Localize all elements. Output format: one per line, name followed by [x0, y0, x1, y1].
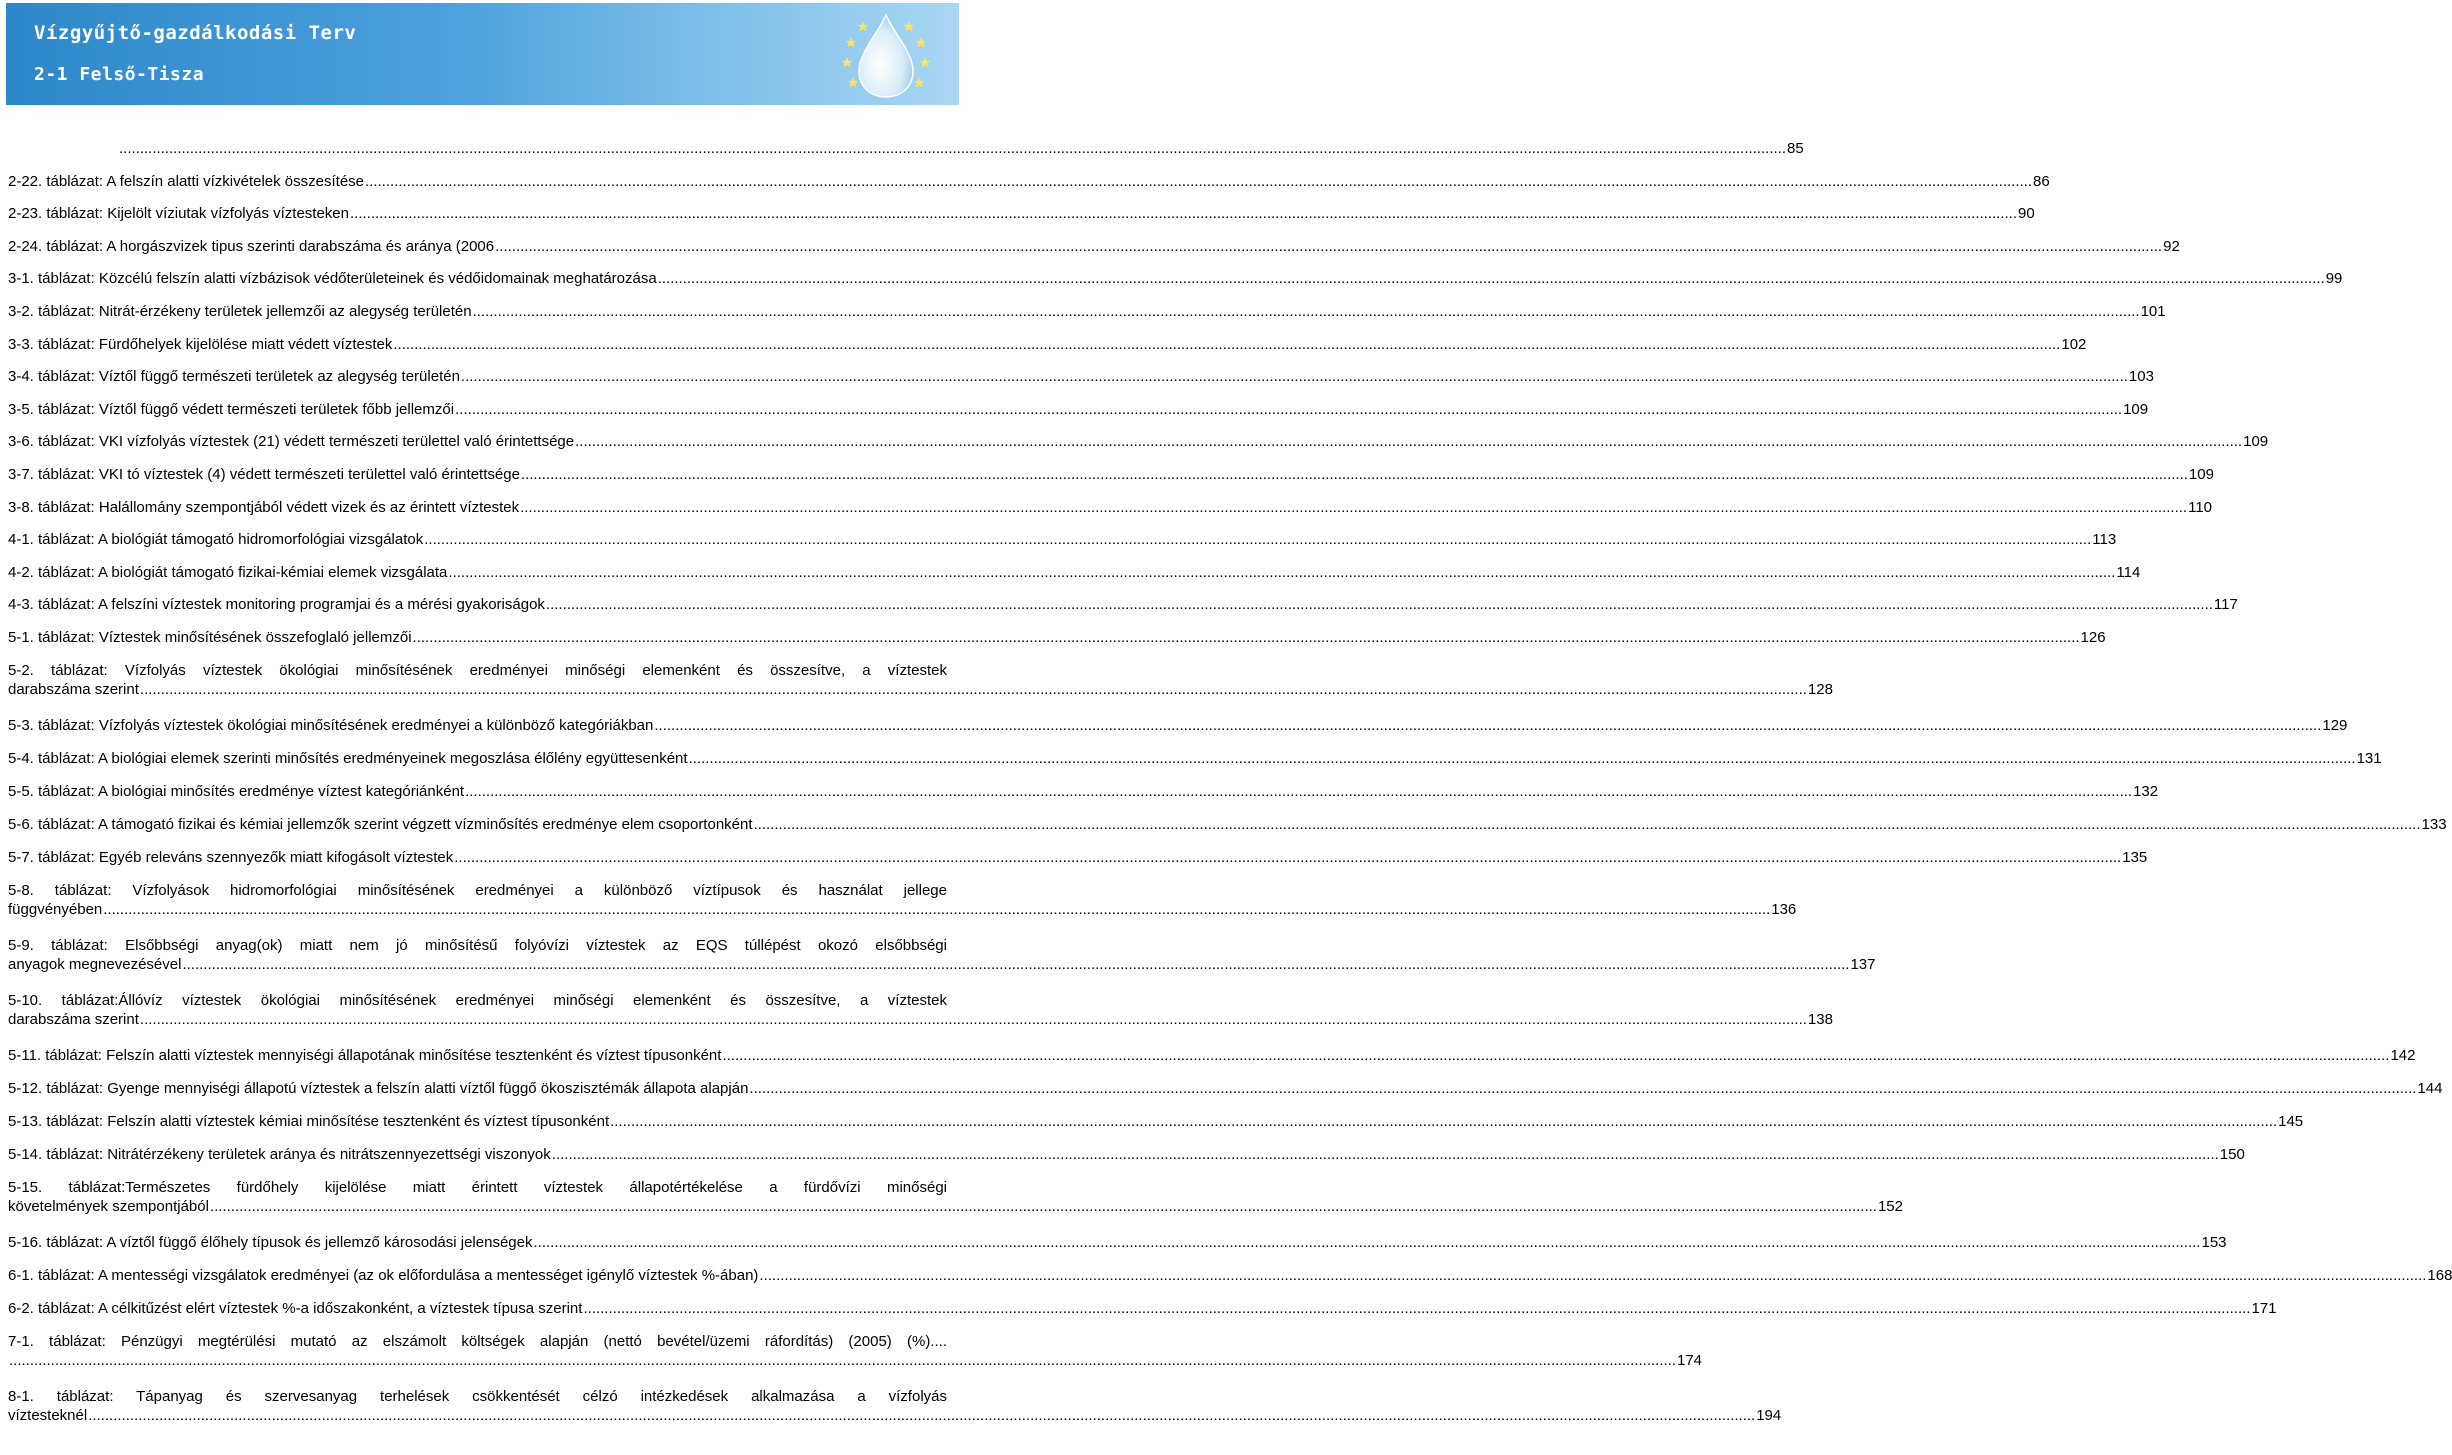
toc-entry[interactable]	[8, 1079, 2443, 1098]
dot-leader: ................................................................................................................................................................................................................................................................................................................................................................................................................	[472, 303, 2140, 320]
toc-entry-text: 5-11. táblázat: Felszín alatti víztestek mennyiségi állapotának minősítése tesztenként és víztest típusonként	[8, 1047, 722, 1064]
toc-entry[interactable]	[8, 367, 2154, 386]
toc-entry-text: 4-3. táblázat: A felszíni víztestek monitoring programjai és a mérési gyakoriságok	[8, 596, 545, 614]
toc-entry-text: 2-24. táblázat: A horgászvizek tipus szerinti darabszáma és aránya (2006	[8, 237, 495, 255]
toc-entry[interactable]	[8, 1046, 2416, 1065]
dot-leader: ................................................................................................................................................................................................................................................................................................................................................................................................................	[520, 466, 2188, 483]
dot-leader: ................................................................................................................................................................................................................................................................................................................................................................................................................	[583, 1300, 2251, 1317]
toc-page-number: 135	[2122, 849, 2148, 866]
dot-leader: ................................................................................................................................................................................................................................................................................................................................................................................................................	[533, 1234, 2201, 1251]
toc-entry-text: 5-5. táblázat: A biológiai minősítés eredménye víztest kategóriánként	[8, 783, 465, 800]
toc-page-number: 86	[2033, 172, 2050, 190]
toc-entry-text: 6-2. táblázat: A célkitűzést elért víztestek %-a időszakonként, a víztestek típusa szerint	[8, 1300, 583, 1317]
dot-leader: ................................................................................................................................................................................................................................................................................................................................................................................................................	[551, 1146, 2219, 1163]
toc-entry-text: 7-1. táblázat: Pénzügyi megtérülési mutató az elszámolt költségek alapján (nettó bevétel/üzemi ráfordítás) (2005) (%)....	[8, 1333, 947, 1350]
toc-entry[interactable]	[8, 936, 1876, 974]
toc-entry[interactable]	[8, 749, 2382, 768]
toc-page-number: 131	[2356, 750, 2382, 767]
toc-page-number: 103	[2128, 368, 2154, 386]
toc-entry-text: 5-9. táblázat: Elsőbbségi anyag(ok) miatt nem jó minősítésű folyóvízi víztestek az EQS túllépést okozó elsőbbségi	[8, 937, 947, 954]
toc-page-number: 109	[2188, 466, 2214, 483]
toc-entry[interactable]	[8, 1233, 2227, 1252]
toc-entry-text: 5-12. táblázat: Gyenge mennyiségi állapotú víztestek a felszín alatti víztől függő ökoszisztémák állapota alapján	[8, 1080, 749, 1097]
dot-leader: ................................................................................................................................................................................................................................................................................................................................................................................................................	[455, 400, 2123, 418]
toc-page-number: 144	[2417, 1080, 2443, 1097]
toc-page-number: 132	[2133, 783, 2159, 800]
dot-leader: ................................................................................................................................................................................................................................................................................................................................................................................................................	[454, 849, 2122, 866]
toc-entry[interactable]	[8, 716, 2348, 735]
dot-leader: ................................................................................................................................................................................................................................................................................................................................................................................................................	[753, 816, 2421, 833]
toc-entry-text: 3-7. táblázat: VKI tó víztestek (4) védett természeti területtel való érintettsége	[8, 466, 520, 483]
document-subtitle: 2-1 Felső-Tisza	[34, 64, 205, 85]
toc-entry-text: 5-1. táblázat: Víztestek minősítésének összefoglaló jellemzői	[8, 629, 412, 646]
toc-entry-text: 5-16. táblázat: A víztől függő élőhely típusok és jellemző károsodási jelenségek	[8, 1234, 533, 1251]
dot-leader: ................................................................................................................................................................................................................................................................................................................................................................................................................	[88, 1407, 1756, 1424]
dot-leader: ................................................................................................................................................................................................................................................................................................................................................................................................................	[495, 237, 2163, 255]
toc-entry-text: 5-10. táblázat:Állóvíz víztestek ökológiai minősítésének eredményei minőségi elemenként és összesítve, a víztestek	[8, 992, 947, 1009]
toc-page-number: 153	[2201, 1234, 2227, 1251]
toc-entry[interactable]	[8, 139, 1804, 158]
dot-leader: ................................................................................................................................................................................................................................................................................................................................................................................................................	[365, 172, 2033, 190]
dot-leader: ................................................................................................................................................................................................................................................................................................................................................................................................................	[722, 1047, 2390, 1064]
dot-leader: ................................................................................................................................................................................................................................................................................................................................................................................................................	[575, 433, 2243, 451]
toc-entry[interactable]	[8, 991, 1833, 1029]
toc-page-number: 114	[2116, 563, 2141, 581]
toc-entry[interactable]	[8, 237, 2180, 256]
toc-page-number: 92	[2163, 237, 2180, 255]
toc-page-number: 137	[1850, 956, 1876, 973]
toc-page-number: 126	[2080, 629, 2106, 646]
toc-page-number: 133	[2421, 816, 2447, 833]
toc-entry[interactable]	[8, 628, 2106, 647]
toc-entry[interactable]	[8, 498, 2213, 517]
toc-entry-text: 5-2. táblázat: Vízfolyás víztestek ökológiai minősítésének eredményei minőségi elemenként és összesítve, a víztestek	[8, 662, 947, 679]
dot-leader: ................................................................................................................................................................................................................................................................................................................................................................................................................	[460, 368, 2128, 386]
toc-page-number: 85	[1787, 140, 1804, 157]
dot-leader: ................................................................................................................................................................................................................................................................................................................................................................................................................	[182, 956, 1850, 973]
toc-page-number: 152	[1877, 1198, 1903, 1215]
toc-entry[interactable]	[8, 1266, 2452, 1285]
dot-leader: ................................................................................................................................................................................................................................................................................................................................................................................................................	[393, 335, 2061, 353]
document-title: Vízgyűjtő-gazdálkodási Terv	[34, 22, 357, 44]
toc-entry-text: 3-3. táblázat: Fürdőhelyek kijelölése miatt védett víztestek	[8, 335, 393, 353]
toc-entry-text-continued: anyagok megnevezésével	[8, 956, 182, 973]
toc-entry[interactable]	[8, 815, 2447, 834]
toc-entry-text: 3-1. táblázat: Közcélú felszín alatti vízbázisok védőterületeinek és védőidomainak meghatározása	[8, 270, 657, 288]
dot-leader: ................................................................................................................................................................................................................................................................................................................................................................................................................	[103, 901, 1771, 918]
toc-page-number: 136	[1771, 901, 1797, 918]
dot-leader: ................................................................................................................................................................................................................................................................................................................................................................................................................	[139, 1011, 1807, 1028]
toc-entry[interactable]	[8, 400, 2149, 419]
dot-leader: ................................................................................................................................................................................................................................................................................................................................................................................................................	[424, 531, 2092, 549]
toc-entry-text: 3-2. táblázat: Nitrát-érzékeny területek jellemzői az alegység területén	[8, 303, 472, 320]
toc-entry-text: 2-22. táblázat: A felszín alatti vízkivételek összesítése	[8, 172, 365, 190]
toc-page-number: 109	[2123, 400, 2149, 418]
toc-entry[interactable]	[8, 1145, 2245, 1164]
toc-page-number: 128	[1807, 681, 1833, 698]
toc-entry-text: 5-3. táblázat: Vízfolyás víztestek ökológiai minősítésének eredményei a különböző kategóriákban	[8, 717, 654, 734]
toc-entry-text: 5-8. táblázat: Vízfolyások hidromorfológiai minősítésének eredményei a különböző víztípusok és használat jellege	[8, 882, 947, 899]
toc-page-number: 171	[2251, 1300, 2277, 1317]
toc-page-number: 168	[2427, 1267, 2452, 1284]
toc-entry-text: 4-2. táblázat: A biológiát támogató fizikai-kémiai elemek vizsgálata	[8, 563, 448, 581]
toc-page-number: 99	[2325, 270, 2343, 288]
toc-entry[interactable]	[8, 1112, 2304, 1131]
toc-entry[interactable]	[8, 269, 2343, 288]
toc-entry[interactable]	[8, 563, 2141, 582]
toc-page-number: 150	[2219, 1146, 2245, 1163]
dot-leader: ................................................................................................................................................................................................................................................................................................................................................................................................................	[688, 750, 2356, 767]
toc-entry-text: 3-8. táblázat: Halállomány szempontjából védett vizek és az érintett víztestek	[8, 498, 520, 516]
document-header	[6, 3, 959, 105]
toc-entry[interactable]	[8, 1178, 1903, 1216]
toc-entry[interactable]	[8, 432, 2269, 451]
toc-entry[interactable]	[8, 302, 2166, 321]
toc-entry[interactable]	[8, 204, 2035, 223]
toc-entry[interactable]	[8, 335, 2087, 354]
toc-entry-text: 8-1. táblázat: Tápanyag és szervesanyag terhelések csökkentését célzó intézkedések alkalmazása a vízfolyás	[8, 1388, 947, 1405]
toc-entry[interactable]	[8, 465, 2214, 484]
toc-entry-text: 2-23. táblázat: Kijelölt víziutak vízfolyás víztesteken	[8, 205, 349, 223]
toc-entry-text: 5-15. táblázat:Természetes fürdőhely kijelölése miatt érintett víztestek állapotértékelése a fürdővízi minőségi	[8, 1179, 947, 1196]
toc-entry-text-continued: víztesteknél	[8, 1407, 88, 1424]
toc-entry[interactable]	[8, 1299, 2277, 1318]
dot-leader: ................................................................................................................................................................................................................................................................................................................................................................................................................	[448, 563, 2116, 581]
toc-entry-text: 5-7. táblázat: Egyéb releváns szennyezők miatt kifogásolt víztestek	[8, 849, 454, 866]
dot-leader: ................................................................................................................................................................................................................................................................................................................................................................................................................	[119, 140, 1786, 157]
toc-entry[interactable]	[8, 661, 1833, 699]
toc-page-number: 117	[2213, 596, 2238, 614]
toc-entry-text: 6-1. táblázat: A mentességi vizsgálatok eredményei (az ok előfordulása a mentességet igénylő víztestek %-ában)	[8, 1267, 759, 1284]
toc-entry-text-continued: darabszáma szerint	[8, 681, 139, 698]
toc-page-number: 138	[1807, 1011, 1833, 1028]
toc-entry-text: 5-14. táblázat: Nitrátérzékeny területek aránya és nitrátszennyezettségi viszonyok	[8, 1146, 551, 1163]
toc-page-number: 174	[1677, 1352, 1703, 1369]
dot-leader: ................................................................................................................................................................................................................................................................................................................................................................................................................	[9, 1352, 1676, 1369]
toc-page-number: 101	[2140, 303, 2166, 320]
dot-leader: ................................................................................................................................................................................................................................................................................................................................................................................................................	[412, 629, 2080, 646]
dot-leader: ................................................................................................................................................................................................................................................................................................................................................................................................................	[654, 717, 2322, 734]
toc-entry[interactable]	[8, 530, 2117, 549]
toc-entry[interactable]	[8, 848, 2148, 867]
toc-page-number: 102	[2061, 335, 2087, 353]
toc-page-number: 145	[2278, 1113, 2304, 1130]
dot-leader: ................................................................................................................................................................................................................................................................................................................................................................................................................	[749, 1080, 2417, 1097]
toc-entry-text: 3-4. táblázat: Víztől függő természeti területek az alegység területén	[8, 368, 460, 386]
toc-entry[interactable]	[8, 881, 1797, 919]
toc-page-number: 110	[2188, 498, 2213, 516]
toc-page-number: 109	[2243, 433, 2269, 451]
water-drop-eu-stars-icon	[821, 7, 951, 101]
dot-leader: ................................................................................................................................................................................................................................................................................................................................................................................................................	[657, 270, 2325, 288]
toc-entry-text-continued: darabszáma szerint	[8, 1011, 139, 1028]
toc-entry-text: 5-4. táblázat: A biológiai elemek szerinti minősítés eredményeinek megoszlása élőlény együttesenként	[8, 750, 688, 767]
dot-leader: ................................................................................................................................................................................................................................................................................................................................................................................................................	[350, 205, 2017, 223]
dot-leader: ................................................................................................................................................................................................................................................................................................................................................................................................................	[759, 1267, 2427, 1284]
toc-entry-text-continued: követelmények szempontjából	[8, 1198, 209, 1215]
dot-leader: ................................................................................................................................................................................................................................................................................................................................................................................................................	[545, 596, 2213, 614]
toc-entry-text: 3-6. táblázat: VKI vízfolyás víztestek (21) védett természeti területtel való érintettsége	[8, 433, 575, 451]
toc-page-number: 194	[1756, 1407, 1782, 1424]
toc-entry[interactable]	[8, 595, 2238, 614]
dot-leader: ................................................................................................................................................................................................................................................................................................................................................................................................................	[465, 783, 2133, 800]
dot-leader: ................................................................................................................................................................................................................................................................................................................................................................................................................	[520, 498, 2188, 516]
toc-entry-text: 5-6. táblázat: A támogató fizikai és kémiai jellemzők szerint végzett vízminősítés eredménye elem csoportonként	[8, 816, 753, 833]
toc-entry-text: 3-5. táblázat: Víztől függő védett természeti területek főbb jellemzői	[8, 400, 455, 418]
toc-page-number: 142	[2390, 1047, 2416, 1064]
toc-page-number: 129	[2322, 717, 2348, 734]
toc-entry[interactable]	[8, 1387, 1782, 1425]
dot-leader: ................................................................................................................................................................................................................................................................................................................................................................................................................	[209, 1198, 1877, 1215]
toc-entry[interactable]	[8, 782, 2159, 801]
toc-entry-text-continued: függvényében	[8, 901, 103, 918]
toc-page-number: 90	[2018, 205, 2035, 223]
dot-leader: ................................................................................................................................................................................................................................................................................................................................................................................................................	[610, 1113, 2278, 1130]
toc-entry[interactable]	[8, 1332, 1703, 1370]
toc-entry-text: 5-13. táblázat: Felszín alatti víztestek kémiai minősítése tesztenként és víztest típusonként	[8, 1113, 610, 1130]
toc-page-number: 113	[2092, 531, 2117, 549]
toc-entry-text: 4-1. táblázat: A biológiát támogató hidromorfológiai vizsgálatok	[8, 531, 424, 549]
dot-leader: ................................................................................................................................................................................................................................................................................................................................................................................................................	[139, 681, 1807, 698]
toc-entry[interactable]	[8, 172, 2050, 191]
